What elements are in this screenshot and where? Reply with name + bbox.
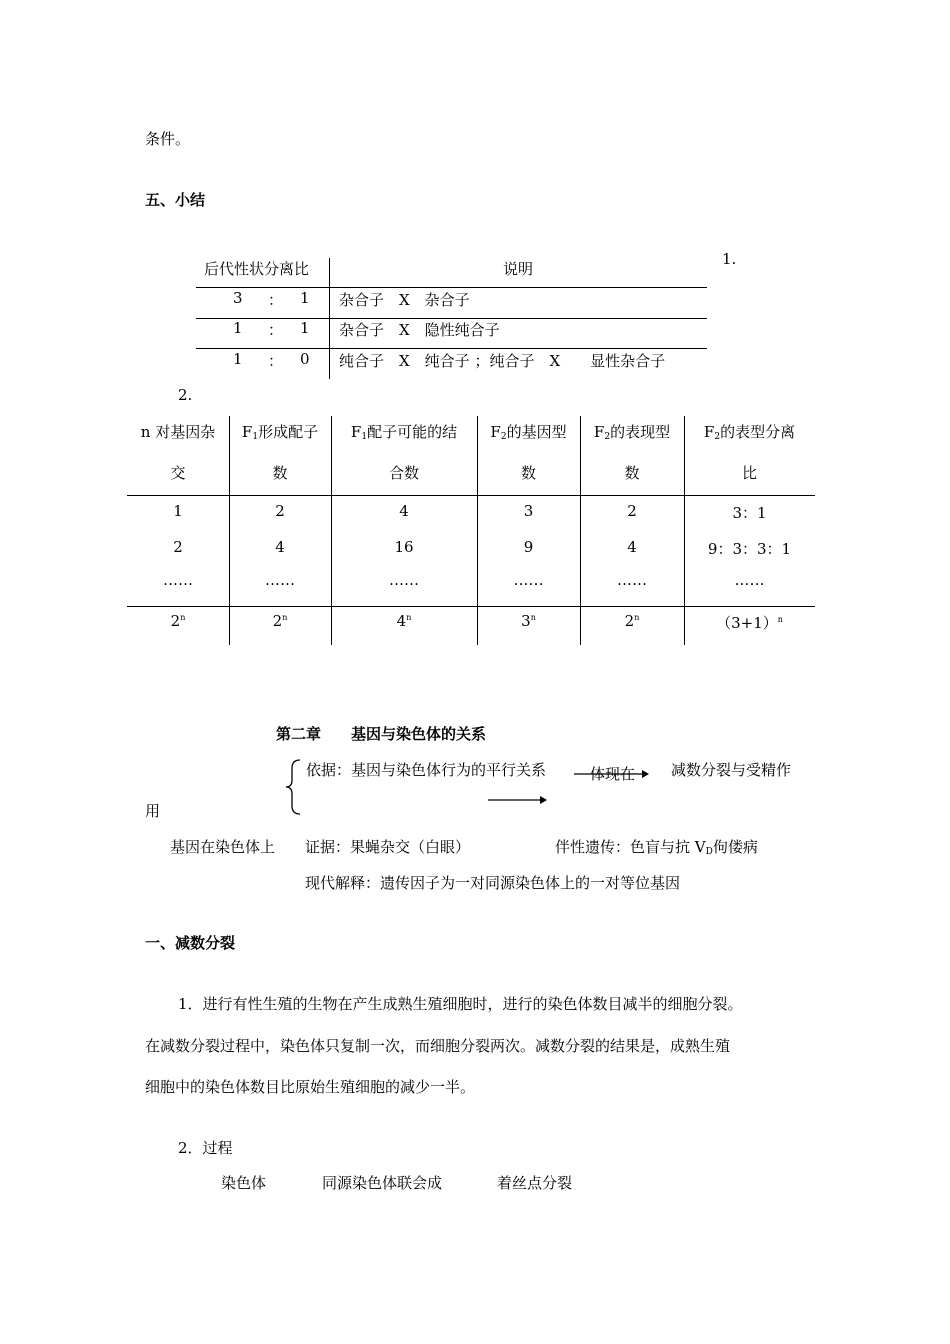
section-five-title: 五、小结 (145, 191, 206, 209)
table2-cell: 3 (523, 502, 534, 520)
table2-divider (331, 416, 332, 645)
modern-explanation-text: 现代解释：遗传因子为一对同源染色体上的一对等位基因 (305, 874, 681, 892)
paragraph-line: 在减数分裂过程中，染色体只复制一次，而细胞分裂两次。减数分裂的结果是，成熟生殖 (145, 1037, 731, 1055)
sex-linked-text: 伴性遗传：色盲与抗 $V_D$佝偻病 (555, 838, 758, 857)
table2-header-ratio: $F_2$的表型分离 (703, 423, 796, 442)
table1-row1-colon: ： (268, 291, 284, 309)
embodied-text: 体现在 (590, 765, 636, 783)
process-item: 染色体 (221, 1174, 267, 1192)
table2-header-combinations-line2: 合数 (388, 464, 419, 482)
table2-cell: 2$^n$ (170, 612, 186, 630)
arrow-right-icon (488, 794, 548, 806)
table2-header-gametes: $F_1$形成配子 (241, 423, 319, 442)
table1-header-note: 说明 (503, 260, 534, 278)
table2-cell: 2$^n$ (624, 612, 640, 630)
table2-cell: …… (734, 571, 765, 589)
table2-header-n-line2: 交 (170, 464, 186, 482)
table1-header-ratio: 后代性状分离比 (204, 260, 310, 278)
table1-row3-colon: ： (268, 352, 284, 370)
table2-cell: $(3+1)^n$ (716, 614, 783, 632)
table2-cell: 3：1 (732, 504, 767, 522)
table1-row1-a: 3 (233, 289, 243, 307)
table2-header-genotypes-line2: 数 (520, 464, 536, 482)
table2-cell: 3$^n$ (521, 612, 536, 630)
table2-divider (580, 416, 581, 645)
table1-row2-note: 杂合子 X 隐性纯合子 (339, 321, 500, 339)
table2-header-phenotypes-line2: 数 (624, 464, 640, 482)
table2-cell: 4 (399, 502, 409, 520)
table2-cell: 4 (627, 538, 637, 556)
table2-cell: 4$^n$ (396, 612, 412, 630)
paragraph-line: 1．进行有性生殖的生物在产生成熟生殖细胞时，进行的染色体数目减半的细胞分裂。 (178, 995, 743, 1013)
process-item: 着丝点分裂 (497, 1174, 573, 1192)
table2-header-phenotypes: $F_2$的表现型 (593, 423, 671, 442)
table2-cell: 2 (173, 538, 183, 556)
table2-header-gametes-line2: 数 (272, 464, 288, 482)
table2-cell: …… (163, 571, 193, 589)
table2-cell: 2$^n$ (272, 612, 288, 630)
paragraph-line: 细胞中的染色体数目比原始生殖细胞的减少一半。 (145, 1078, 476, 1096)
table2-rule (127, 606, 815, 607)
table2-cell: 16 (394, 538, 414, 556)
table2-divider (684, 416, 685, 645)
intro-text: 条件。 (145, 130, 191, 148)
basis-text: 依据：基因与染色体行为的平行关系 (306, 761, 547, 779)
table1-row2-a: 1 (233, 319, 243, 337)
table2-cell: 9：3：3：1 (707, 540, 792, 558)
meiosis-fertilization-text: 减数分裂与受精作 (671, 761, 792, 779)
continuation-text: 用 (145, 802, 161, 820)
process-item: 同源染色体联会成 (322, 1174, 443, 1192)
table1-row1-b: 1 (300, 289, 310, 307)
table2-cell: …… (513, 571, 544, 589)
table2-divider (477, 416, 478, 645)
table1-number: 1. (722, 250, 737, 268)
table2-cell: 1 (173, 502, 183, 520)
table1-row3-a: 1 (233, 350, 243, 368)
table2-cell: …… (617, 571, 647, 589)
table2-rule (127, 495, 815, 496)
table2-cell: …… (265, 571, 295, 589)
table1-row3-note: 纯合子 X 纯合子 ；纯合子 X 显性杂合子 (339, 352, 666, 370)
process-title: 2．过程 (178, 1139, 233, 1157)
table2-cell: 9 (523, 538, 534, 556)
table2-cell: 2 (275, 502, 285, 520)
table1-rule (196, 348, 707, 349)
table1-row2-b: 1 (300, 319, 310, 337)
table1-row2-colon: ： (268, 321, 284, 339)
evidence-text: 证据：果蝇杂交（白眼） (305, 838, 471, 856)
left-brace-icon (284, 758, 304, 816)
table2-divider (229, 416, 230, 645)
arrow-right-icon (574, 768, 650, 780)
table1-rule (196, 287, 707, 288)
table2-cell: 2 (627, 502, 637, 520)
table2-header-ratio-line2: 比 (741, 464, 757, 482)
main-concept-text: 基因在染色体上 (170, 838, 276, 856)
table1-row3-b: 0 (300, 350, 310, 368)
section-one-title: 一、减数分裂 (145, 934, 236, 952)
table2-header-genotypes: $F_2$的基因型 (490, 423, 567, 442)
table2-number: 2. (178, 386, 193, 404)
table2-header-combinations: $F_1$配子可能的结 (350, 423, 458, 442)
chapter-title: 第二章 基因与染色体的关系 (276, 725, 487, 743)
table1-row1-note: 杂合子 X 杂合子 (339, 291, 470, 309)
table2-cell: …… (389, 571, 419, 589)
table2-header-n: n 对基因杂 (140, 423, 216, 441)
table2-cell: 4 (275, 538, 285, 556)
